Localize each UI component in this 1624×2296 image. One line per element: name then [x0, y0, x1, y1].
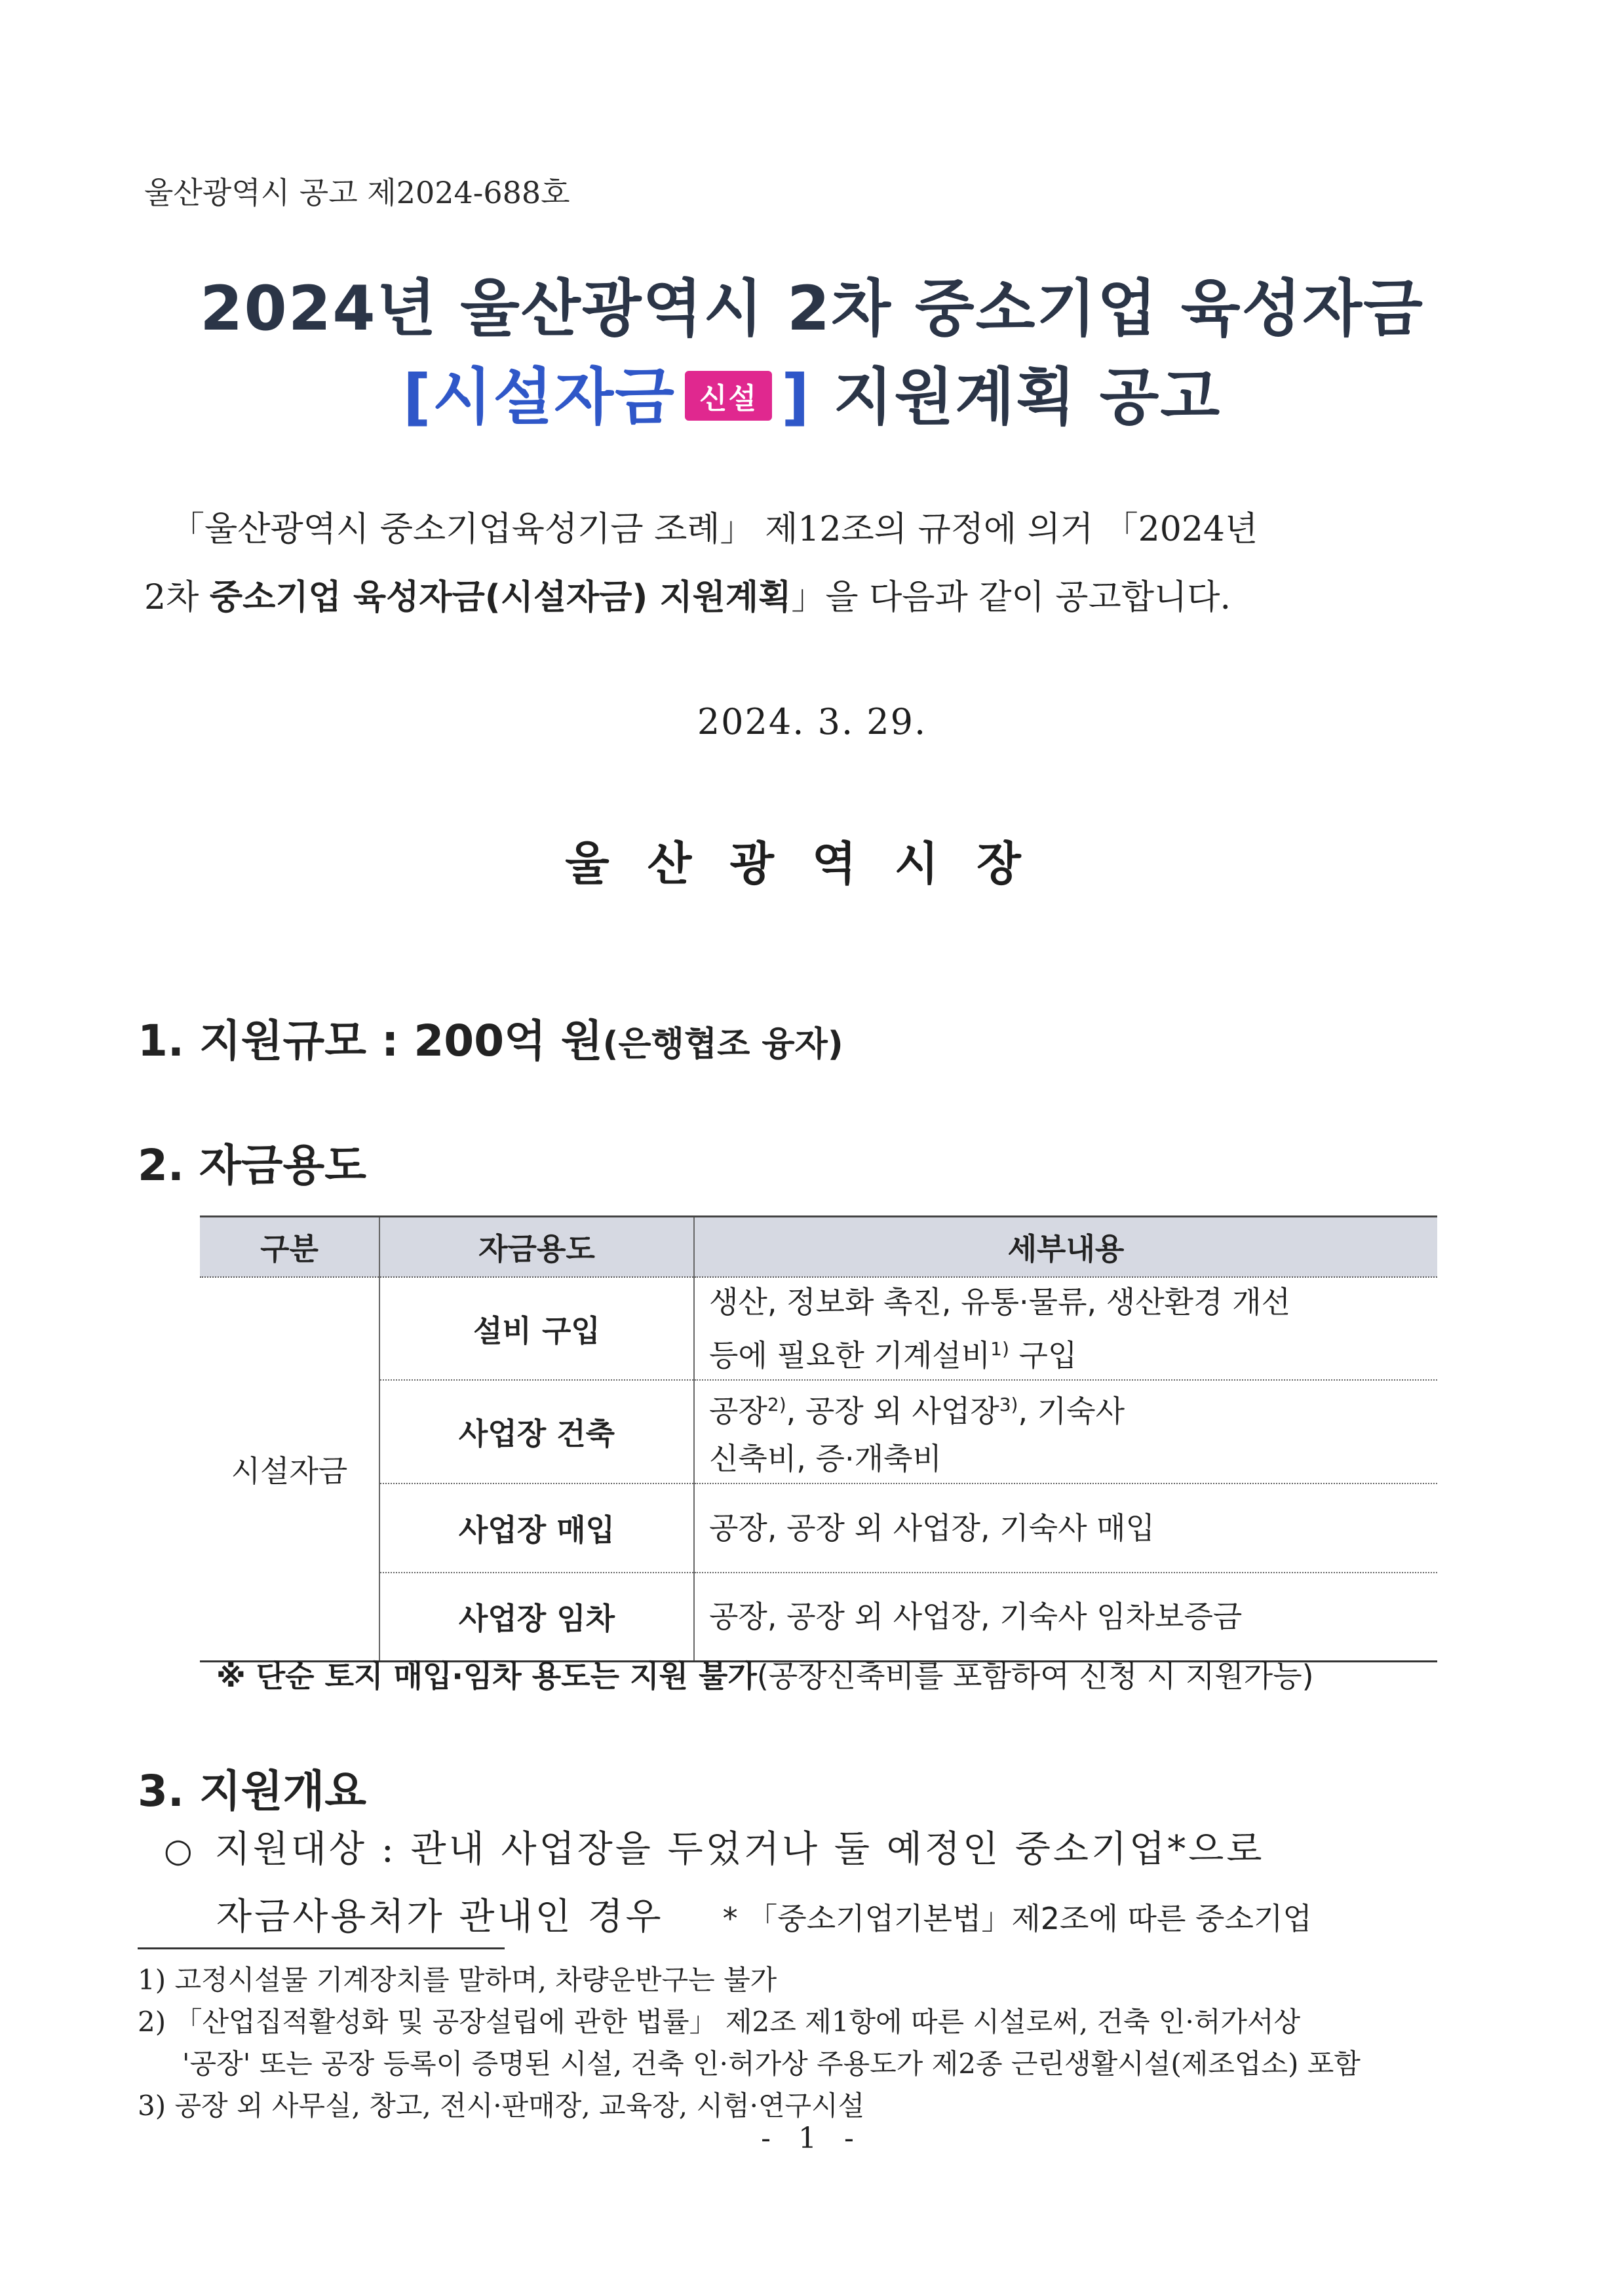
support-target — [164, 1816, 1312, 1952]
support-target-line-2 — [164, 1884, 1312, 1952]
footnote-2: 2) 「산업집적활성화 및 공장설립에 관한 법률」 제2조 제1항에 따른 시설로써, 건축 인·허가서상 — [138, 2006, 1301, 2038]
footnote-ref-2: 2) — [767, 1394, 786, 1416]
detail-line: 신축비, 증·개축비 — [709, 1440, 942, 1476]
intro-line-2 — [144, 564, 1461, 632]
table-row — [200, 1380, 1437, 1483]
intro-suffix: 」을 다음과 같이 공고합니다. — [791, 578, 1231, 617]
support-target-text: 지원대상 : 관내 사업장을 두었거나 둘 예정인 중소기업*으로 — [214, 1828, 1265, 1871]
table-note-rest: (공장신축비를 포함하여 신청 시 지원가능) — [756, 1658, 1314, 1694]
header-usage: 자금용도 — [379, 1217, 694, 1278]
detail-cell: 공장, 공장 외 사업장, 기숙사 매입 — [694, 1483, 1437, 1573]
usage-cell: 설비 구입 — [379, 1277, 694, 1380]
notice-date: 2024. 3. 29. — [697, 701, 927, 742]
detail-text: , 공장 외 사업장 — [786, 1393, 999, 1429]
support-target-line-1 — [164, 1816, 1312, 1884]
footnote-3: 3) 공장 외 사무실, 창고, 전시·판매장, 교육장, 시험·연구시설 — [138, 2090, 865, 2122]
detail-text: , 기숙사 — [1018, 1393, 1125, 1429]
header-detail: 세부내용 — [694, 1217, 1437, 1278]
detail-cell: 공장, 공장 외 사업장, 기숙사 임차보증금 — [694, 1573, 1437, 1662]
title-bracket-open: [ — [402, 362, 433, 433]
support-target-text: 자금사용처가 관내인 경우 — [216, 1896, 664, 1938]
detail-line: 생산, 정보화 촉진, 유통·물류, 생산환경 개선 — [709, 1284, 1291, 1320]
section-2-heading: 2. 자금용도 — [138, 1140, 366, 1191]
table-header-row — [200, 1217, 1437, 1278]
intro-paragraph — [144, 495, 1461, 632]
intro-prefix: 2차 — [144, 578, 210, 617]
title-fund-type: 시설자금 — [432, 362, 676, 433]
fund-usage-table — [200, 1215, 1437, 1662]
detail-line — [709, 1326, 1437, 1379]
title-line-2-rest: 지원계획 공고 — [810, 362, 1222, 433]
detail-cell — [694, 1277, 1437, 1380]
table-row — [200, 1483, 1437, 1573]
bullet-circle-icon: ○ — [164, 1831, 195, 1869]
section-1-label: 1. 지원규모 : 200억 원 — [138, 1016, 603, 1066]
section-1-note: (은행협조 융자) — [602, 1025, 843, 1064]
detail-text: 구입 — [1009, 1337, 1077, 1373]
detail-cell — [694, 1380, 1437, 1483]
footnote-1: 1) 고정시설물 기계장치를 말하며, 차량운반구는 불가 — [138, 1964, 777, 1996]
detail-text: 등에 필요한 기계설비 — [709, 1337, 991, 1373]
title-line-2 — [0, 347, 1624, 436]
detail-text: 공장 — [709, 1393, 767, 1429]
new-badge: 신설 — [685, 371, 772, 421]
table-row — [200, 1277, 1437, 1380]
section-3-heading: 3. 지원개요 — [138, 1766, 366, 1816]
page-number: - 1 - — [761, 2122, 863, 2155]
usage-cell: 사업장 임차 — [379, 1573, 694, 1662]
intro-line-1: 「울산광역시 중소기업육성기금 조례」 제12조의 규정에 의거 「2024년 — [170, 510, 1258, 549]
title-bracket-close: ] — [781, 362, 811, 433]
footnote-ref-1: 1) — [990, 1338, 1009, 1360]
signer: 울산광역시장 — [565, 836, 1059, 890]
footnote-ref-3: 3) — [999, 1394, 1018, 1416]
intro-bold: 중소기업 육성자금(시설자금) 지원계획 — [209, 578, 792, 617]
table-note-bold: ※ 단순 토지 매입·임차 용도는 지원 불가 — [216, 1658, 757, 1694]
footnote-divider — [138, 1947, 505, 1949]
table-row — [200, 1573, 1437, 1662]
usage-cell: 사업장 매입 — [379, 1483, 694, 1573]
usage-cell: 사업장 건축 — [379, 1380, 694, 1483]
table-note — [216, 1653, 1314, 1696]
category-cell: 시설자금 — [200, 1277, 379, 1662]
sme-definition-note: * 「중소기업기본법」제2조에 따른 중소기업 — [722, 1901, 1312, 1936]
notice-number: 울산광역시 공고 제2024-688호 — [144, 175, 570, 210]
section-1-heading — [138, 1006, 843, 1068]
detail-line — [709, 1381, 1437, 1434]
footnotes — [138, 1959, 1361, 2127]
header-category: 구분 — [200, 1217, 379, 1278]
title-line-1: 2024년 울산광역시 2차 중소기업 육성자금 — [200, 273, 1424, 345]
footnote-2-continued: '공장' 또는 공장 등록이 증명된 시설, 건축 인·허가상 주용도가 제2종 근린생활시설(제조업소) 포함 — [182, 2048, 1361, 2080]
